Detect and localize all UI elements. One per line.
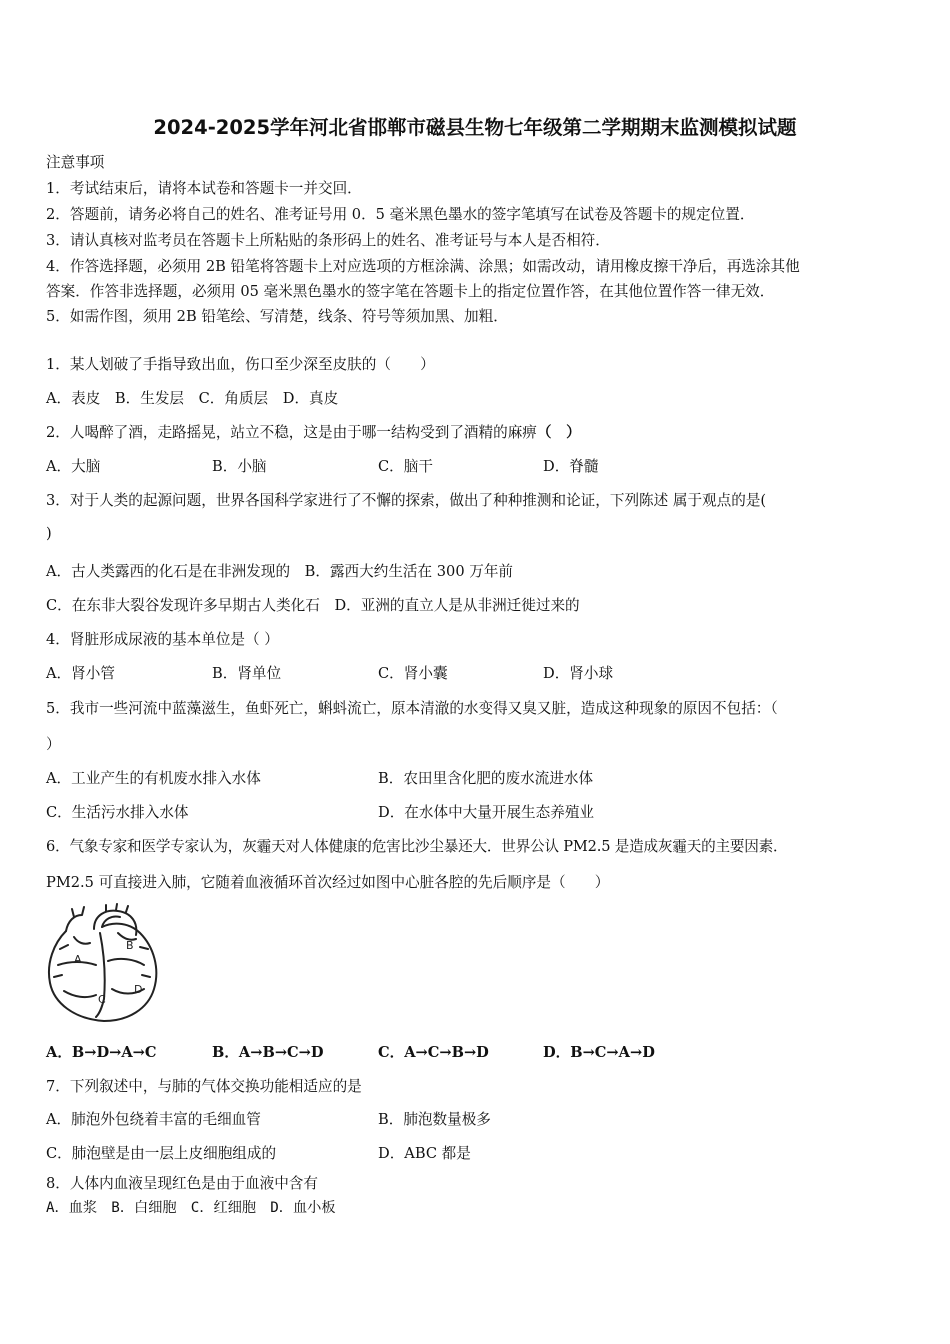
q4-option-c: C．肾小囊 xyxy=(378,665,448,682)
q4-option-a: A．肾小管 xyxy=(46,665,115,682)
q6-option-c: C．A→C→B→D xyxy=(378,1044,489,1061)
q2-option-b: B．小脑 xyxy=(212,458,267,475)
notice-item: 5．如需作图，须用 2B 铅笔绘、写清楚，线条、符号等须加黑、加粗． xyxy=(46,308,508,325)
q4-option-d: D．肾小球 xyxy=(543,665,614,682)
q2-option-c: C．脑干 xyxy=(378,458,433,475)
notice-item: 答案．作答非选择题，必须用 05 毫米黑色墨水的签字笔在答题卡上的指定位置作答，在其他位置作答一律无效． xyxy=(46,283,775,300)
notice-item: 4．作答选择题，必须用 2B 铅笔将答题卡上对应选项的方框涂满、涂黑；如需改动，请用橡皮擦干净后，再选涂其他 xyxy=(46,258,800,275)
q6-stem-line1: 6．气象专家和医学专家认为，灰霾天对人体健康的危害比沙尘暴还大．世界公认 PM2.5 是造成灰霾天的主要因素． xyxy=(46,838,788,855)
heart-label-d: D xyxy=(134,983,143,996)
q7-option-d: D．ABC 都是 xyxy=(378,1145,471,1162)
q2-stem-paren: （ ） xyxy=(536,424,581,441)
q4-stem: 4．肾脏形成尿液的基本单位是（ ） xyxy=(46,631,279,648)
notice-item: 1．考试结束后，请将本试卷和答题卡一并交回． xyxy=(46,180,362,197)
q5-option-b: B．农田里含化肥的废水流进水体 xyxy=(378,770,594,787)
q3-stem-line2: ) xyxy=(46,525,52,542)
q5-option-c: C．生活污水排入水体 xyxy=(46,804,189,821)
heart-diagram xyxy=(44,903,160,1025)
notice-item: 2．答题前，请务必将自己的姓名、准考证号用 0．5 毫米黑色墨水的签字笔填写在试卷及答题卡的规定位置． xyxy=(46,206,755,223)
q5-option-d: D．在水体中大量开展生态养殖业 xyxy=(378,804,595,821)
q7-stem: 7．下列叙述中，与肺的气体交换功能相适应的是 xyxy=(46,1078,362,1095)
heart-label-c: C xyxy=(98,993,106,1006)
q3-options-row1: A．古人类露西的化石是在非洲发现的 B．露西大约生活在 300 万年前 xyxy=(46,563,514,580)
q2-stem-text: 2．人喝醉了酒，走路摇晃，站立不稳，这是由于哪一结构受到了酒精的麻痹 xyxy=(46,424,537,441)
q6-option-d: D．B→C→A→D xyxy=(543,1044,655,1061)
q6-option-a: A．B→D→A→C xyxy=(46,1044,157,1061)
notice-item: 3．请认真核对监考员在答题卡上所粘贴的条形码上的姓名、准考证号与本人是否相符． xyxy=(46,232,610,249)
q7-option-a: A．肺泡外包绕着丰富的毛细血管 xyxy=(46,1111,261,1128)
q6-stem-line2: PM2.5 可直接进入肺，它随着血液循环首次经过如图中心脏各腔的先后顺序是（ ） xyxy=(46,874,610,891)
q2-stem xyxy=(46,421,581,442)
q1-stem: 1．某人划破了手指导致出血，伤口至少深至皮肤的（ ） xyxy=(46,356,435,373)
q8-stem: 8．人体内血液呈现红色是由于血液中含有 xyxy=(46,1175,318,1192)
page-title: 2024-2025学年河北省邯郸市磁县生物七年级第二学期期末监测模拟试题 xyxy=(153,116,797,139)
q7-option-c: C．肺泡壁是由一层上皮细胞组成的 xyxy=(46,1145,277,1162)
q7-option-b: B．肺泡数量极多 xyxy=(378,1111,491,1128)
heart-label-b: B xyxy=(126,939,134,952)
heart-label-a: A xyxy=(74,953,82,966)
q3-options-row2: C．在东非大裂谷发现许多早期古人类化石 D．亚洲的直立人是从非洲迁徙过来的 xyxy=(46,597,580,614)
q5-option-a: A．工业产生的有机废水排入水体 xyxy=(46,770,261,787)
notice-heading: 注意事项 xyxy=(46,154,105,171)
q5-stem-line1: 5．我市一些河流中蓝藻滋生，鱼虾死亡，蝌蚪流亡，原本清澈的水变得又臭又脏，造成这种现象的原因不包括：（ xyxy=(46,700,778,717)
q2-option-d: D．脊髓 xyxy=(543,458,599,475)
q2-option-a: A．大脑 xyxy=(46,458,101,475)
q1-options: A．表皮 B．生发层 C．角质层 D．真皮 xyxy=(46,390,339,407)
q3-stem-line1: 3．对于人类的起源问题，世界各国科学家进行了不懈的探索，做出了种种推测和论证，下列陈述 属于观点的是( xyxy=(46,492,767,509)
q4-option-b: B．肾单位 xyxy=(212,665,282,682)
q6-option-b: B．A→B→C→D xyxy=(212,1044,324,1061)
q8-options: A．血浆 B．白细胞 C．红细胞 D．血小板 xyxy=(46,1200,336,1216)
q5-stem-line2: ） xyxy=(46,736,61,753)
